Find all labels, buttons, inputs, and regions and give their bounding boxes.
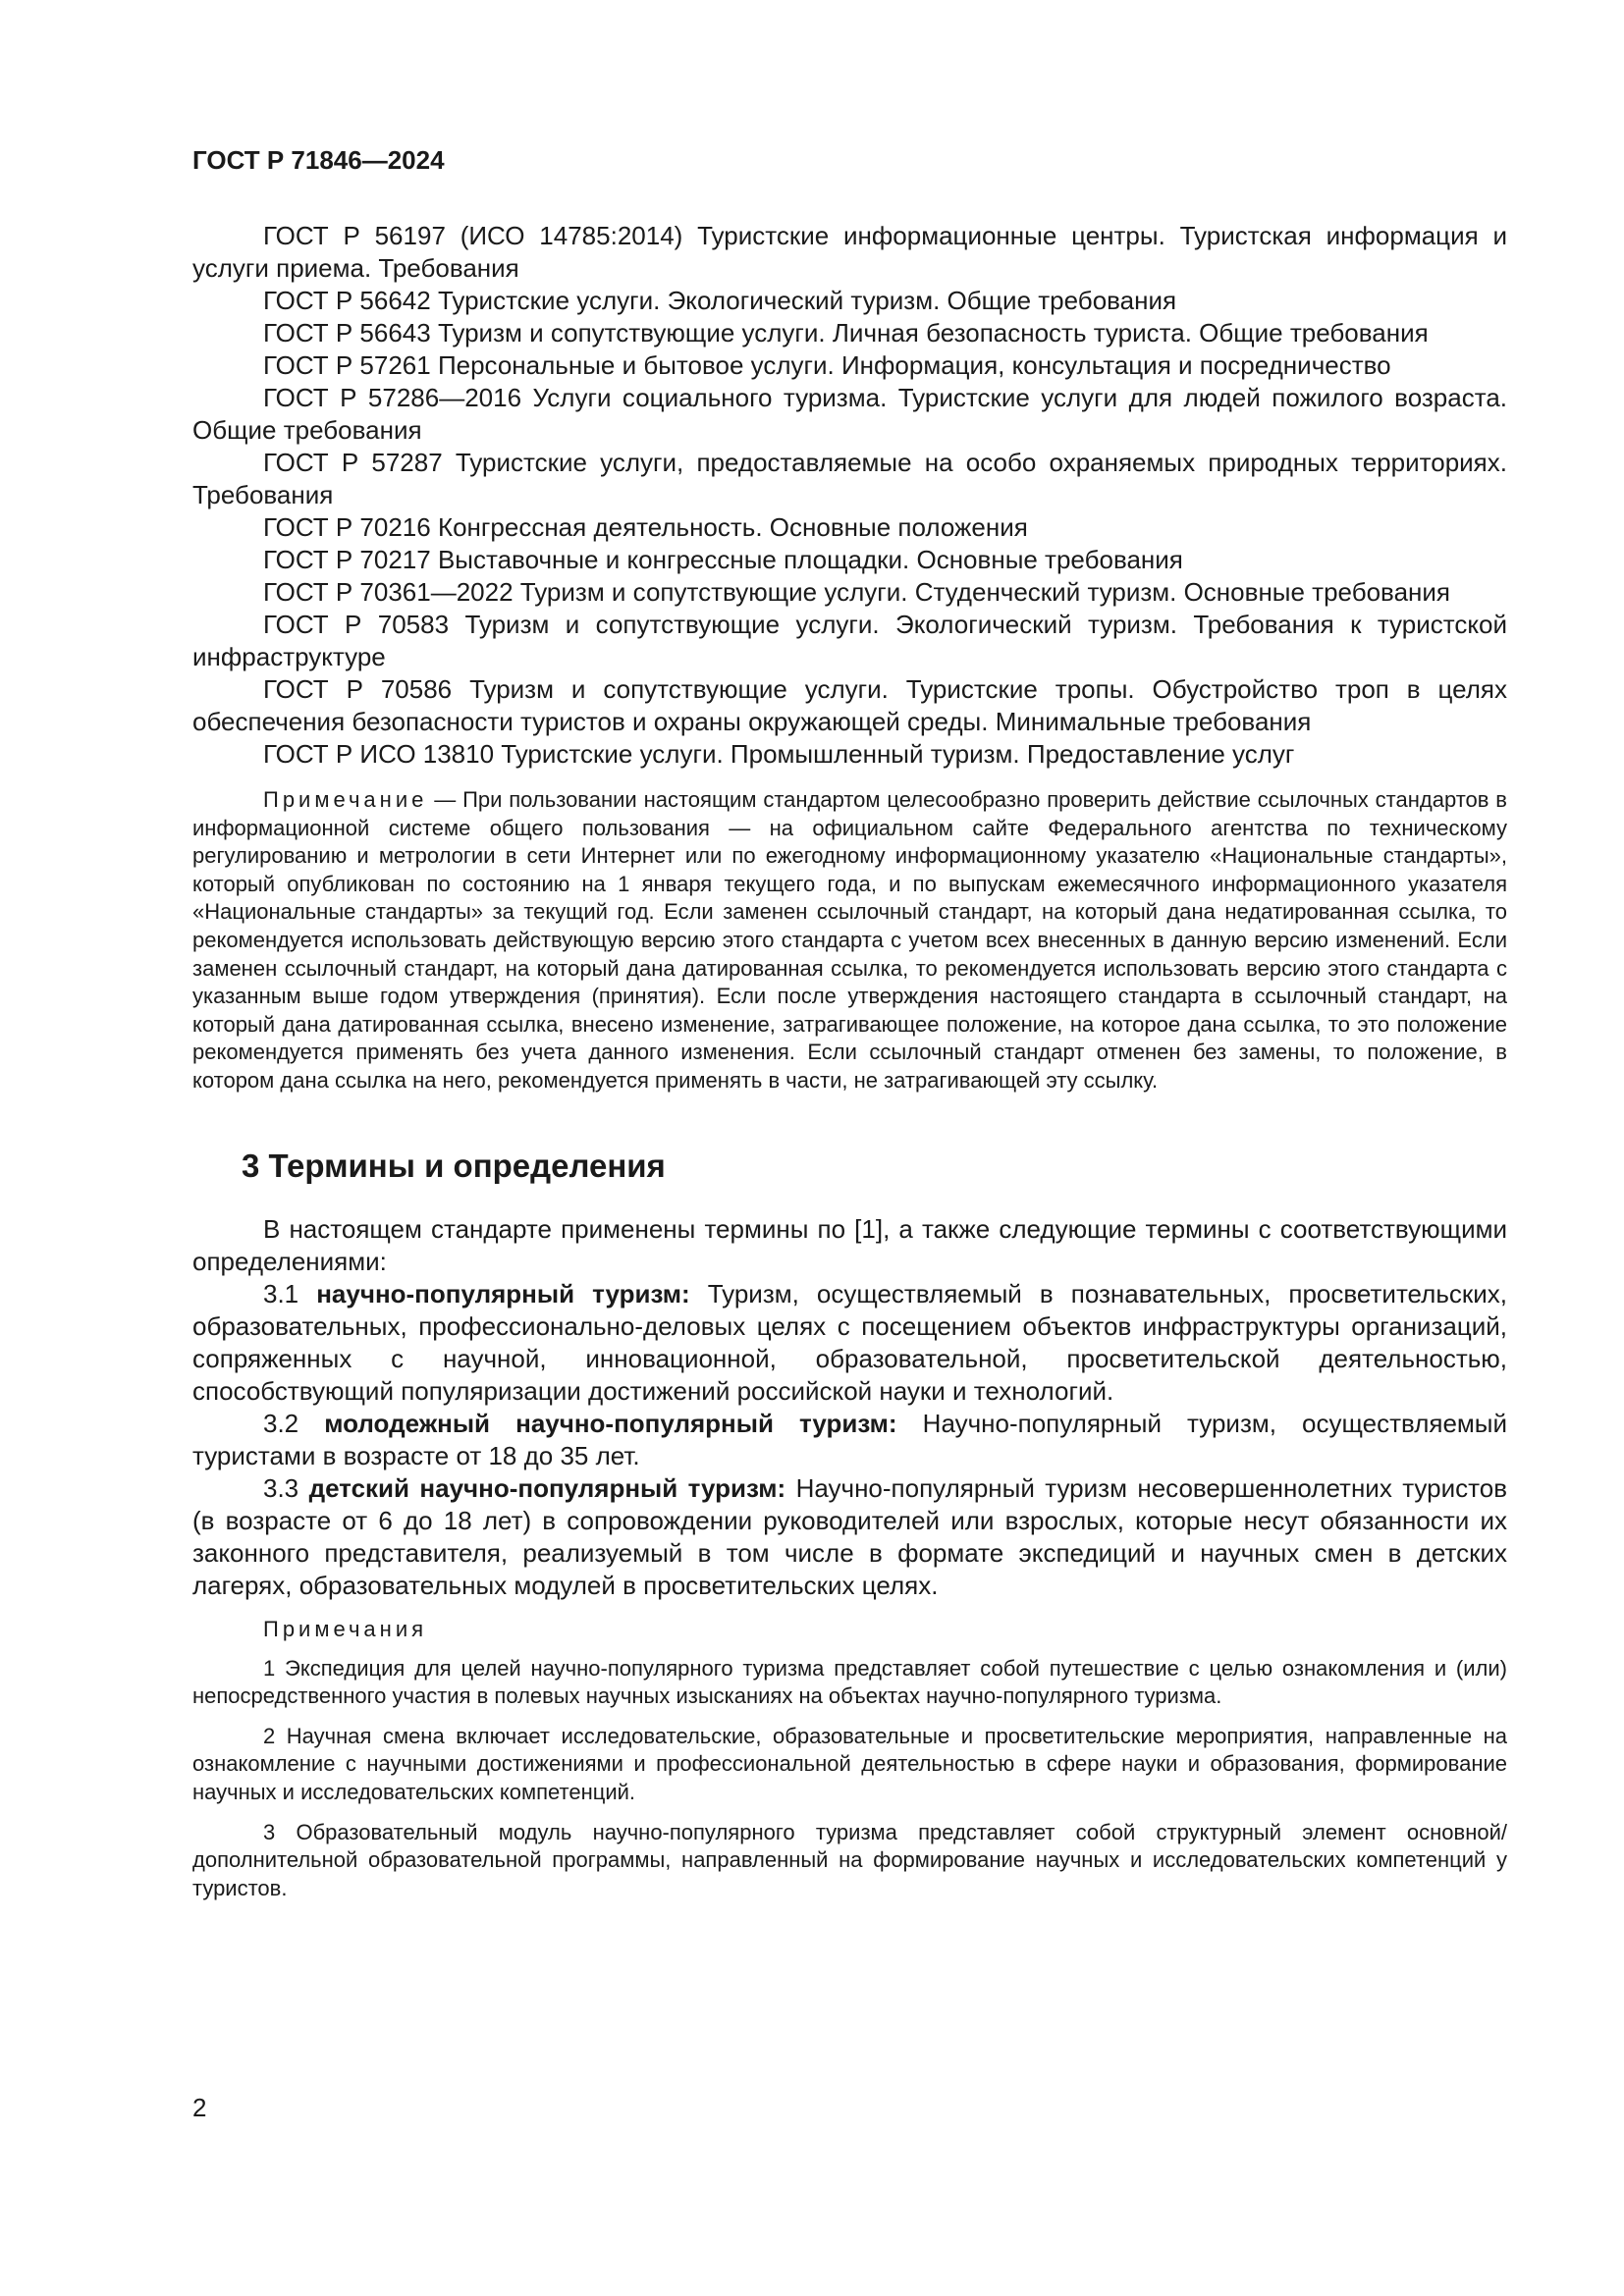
term-note: 3 Образовательный модуль научно-популярного туризма представляет собой структурный элемент основной/дополнительной образовательной программы, направленный на формирование научных и исследовательских компетенций у туристов. (192, 1819, 1507, 1900)
term-entry (192, 1472, 1507, 1602)
reference-item: ГОСТ Р 70217 Выставочные и конгрессные площадки. Основные требования (263, 545, 1183, 574)
term-name: молодежный научно-популярный туризм: (324, 1408, 897, 1438)
term-name: детский научно-популярный туризм: (308, 1472, 786, 1503)
reference-item: ГОСТ Р 70586 Туризм и сопутствующие услуги. Туристские тропы. Обустройство троп в целях обеспечения безопасности туристов и охраны окружающей среды. Минимальные требования (192, 674, 1507, 736)
normative-references-list (192, 220, 1507, 771)
term-number: 3.2 (263, 1408, 299, 1438)
document-id-header: ГОСТ Р 71846—2024 (192, 145, 445, 175)
note-text: — При пользовании настоящим стандартом целесообразно проверить действие ссылочных стандартов в информационной системе общего пользования — на официальном сайте Федерального агентства по техническому регулированию и метрологии в сети Интернет или по ежегодному информационному указателю «Национальные стандарты», который опубликован по состоянию на 1 января текущего года, и по выпускам ежемесячного информационного указателя «Национальные стандарты» за текущий год. Если заменен ссылочный стандарт, на который дана недатированная ссылка, то рекомендуется использовать действующую версию этого стандарта с учетом всех внесенных в данную версию изменений. Если заменен ссылочный стандарт, на который дана датированная ссылка, то рекомендуется использовать версию этого стандарта с указанным выше годом утверждения (принятия). Если после утверждения настоящего стандарта в ссылочный стандарт, на который дана датированная ссылка, внесено изменение, затрагивающее положение, на которое дана ссылка, то это положение рекомендуется применять без учета данного изменения. Если ссылочный стандарт отменен без замены, то положение, в котором дана ссылка на него, рекомендуется применять в части, не затрагивающей эту ссылку. (192, 787, 1507, 1093)
term-note: 2 Научная смена включает исследовательские, образовательные и просветительские мероприятия, направленные на ознакомление с научными достижениями и профессиональной деятельностью в сфере науки и образования, формирование научных и исследовательских компетенций. (192, 1723, 1507, 1804)
term-definition: Научно-популярный туризм несовершеннолетних туристов (в возрасте от 6 до 18 лет) в сопровождении руководителей или взрослых, которые несут обязанности их законного представителя, реализуемый в том числе в формате экспедиций и научных смен в детских лагерях, образовательных модулей в просветительских целях. (192, 1472, 1508, 1600)
note-label: Примечание (263, 787, 428, 812)
term-definition: Туризм, осуществляемый в познавательных, просветительских, образовательных, профессионально-деловых целях с посещением объектов инфраструктуры организаций, сопряженных с научной, инновационной, образовательной, просветительской деятельностью, способствующий популяризации достижений российской науки и технологий. (192, 1278, 1507, 1406)
section-intro: В настоящем стандарте применены термины по [1], а также следующие термины с соответствующими определениями: (192, 1213, 1507, 1276)
term-entry (192, 1408, 1507, 1472)
reference-item: ГОСТ Р 57261 Персональные и бытовое услуги. Информация, консультация и посредничество (263, 350, 1391, 380)
reference-item: ГОСТ Р ИСО 13810 Туристские услуги. Промышленный туризм. Предоставление услуг (263, 739, 1295, 769)
term-number: 3.3 (263, 1472, 299, 1503)
reference-item: ГОСТ Р 56197 (ИСО 14785:2014) Туристские информационные центры. Туристская информация и услуги приема. Требования (192, 221, 1507, 283)
reference-item: ГОСТ Р 57287 Туристские услуги, предоставляемые на особо охраняемых природных территориях. Требования (192, 448, 1507, 509)
term-definition: Научно-популярный туризм, осуществляемый туристами в возрасте от 18 до 35 лет. (192, 1408, 1507, 1470)
reference-item: ГОСТ Р 70583 Туризм и сопутствующие услуги. Экологический туризм. Требования к туристской инфраструктуре (192, 610, 1507, 671)
reference-item: ГОСТ Р 70216 Конгрессная деятельность. Основные положения (263, 512, 1028, 542)
reference-item: ГОСТ Р 57286—2016 Услуги социального туризма. Туристские услуги для людей пожилого возраста. Общие требования (192, 383, 1507, 445)
reference-item: ГОСТ Р 56642 Туристские услуги. Экологический туризм. Общие требования (263, 286, 1177, 315)
term-number: 3.1 (263, 1278, 299, 1308)
term-entry (192, 1278, 1507, 1408)
section-title: 3 Термины и определения (242, 1147, 666, 1184)
reference-item: ГОСТ Р 56643 Туризм и сопутствующие услуги. Личная безопасность туриста. Общие требования (263, 318, 1429, 347)
notes-heading: Примечания (263, 1616, 428, 1641)
reference-note (192, 786, 1507, 1095)
reference-item: ГОСТ Р 70361—2022 Туризм и сопутствующие услуги. Студенческий туризм. Основные требования (263, 577, 1450, 607)
term-name: научно-популярный туризм: (316, 1278, 690, 1308)
term-note: 1 Экспедиция для целей научно-популярного туризма представляет собой путешествие с целью ознакомления и (или) непосредственного участия в полевых научных изысканиях на объектах научно-популярного туризма. (192, 1655, 1507, 1709)
page-number: 2 (192, 2093, 207, 2122)
